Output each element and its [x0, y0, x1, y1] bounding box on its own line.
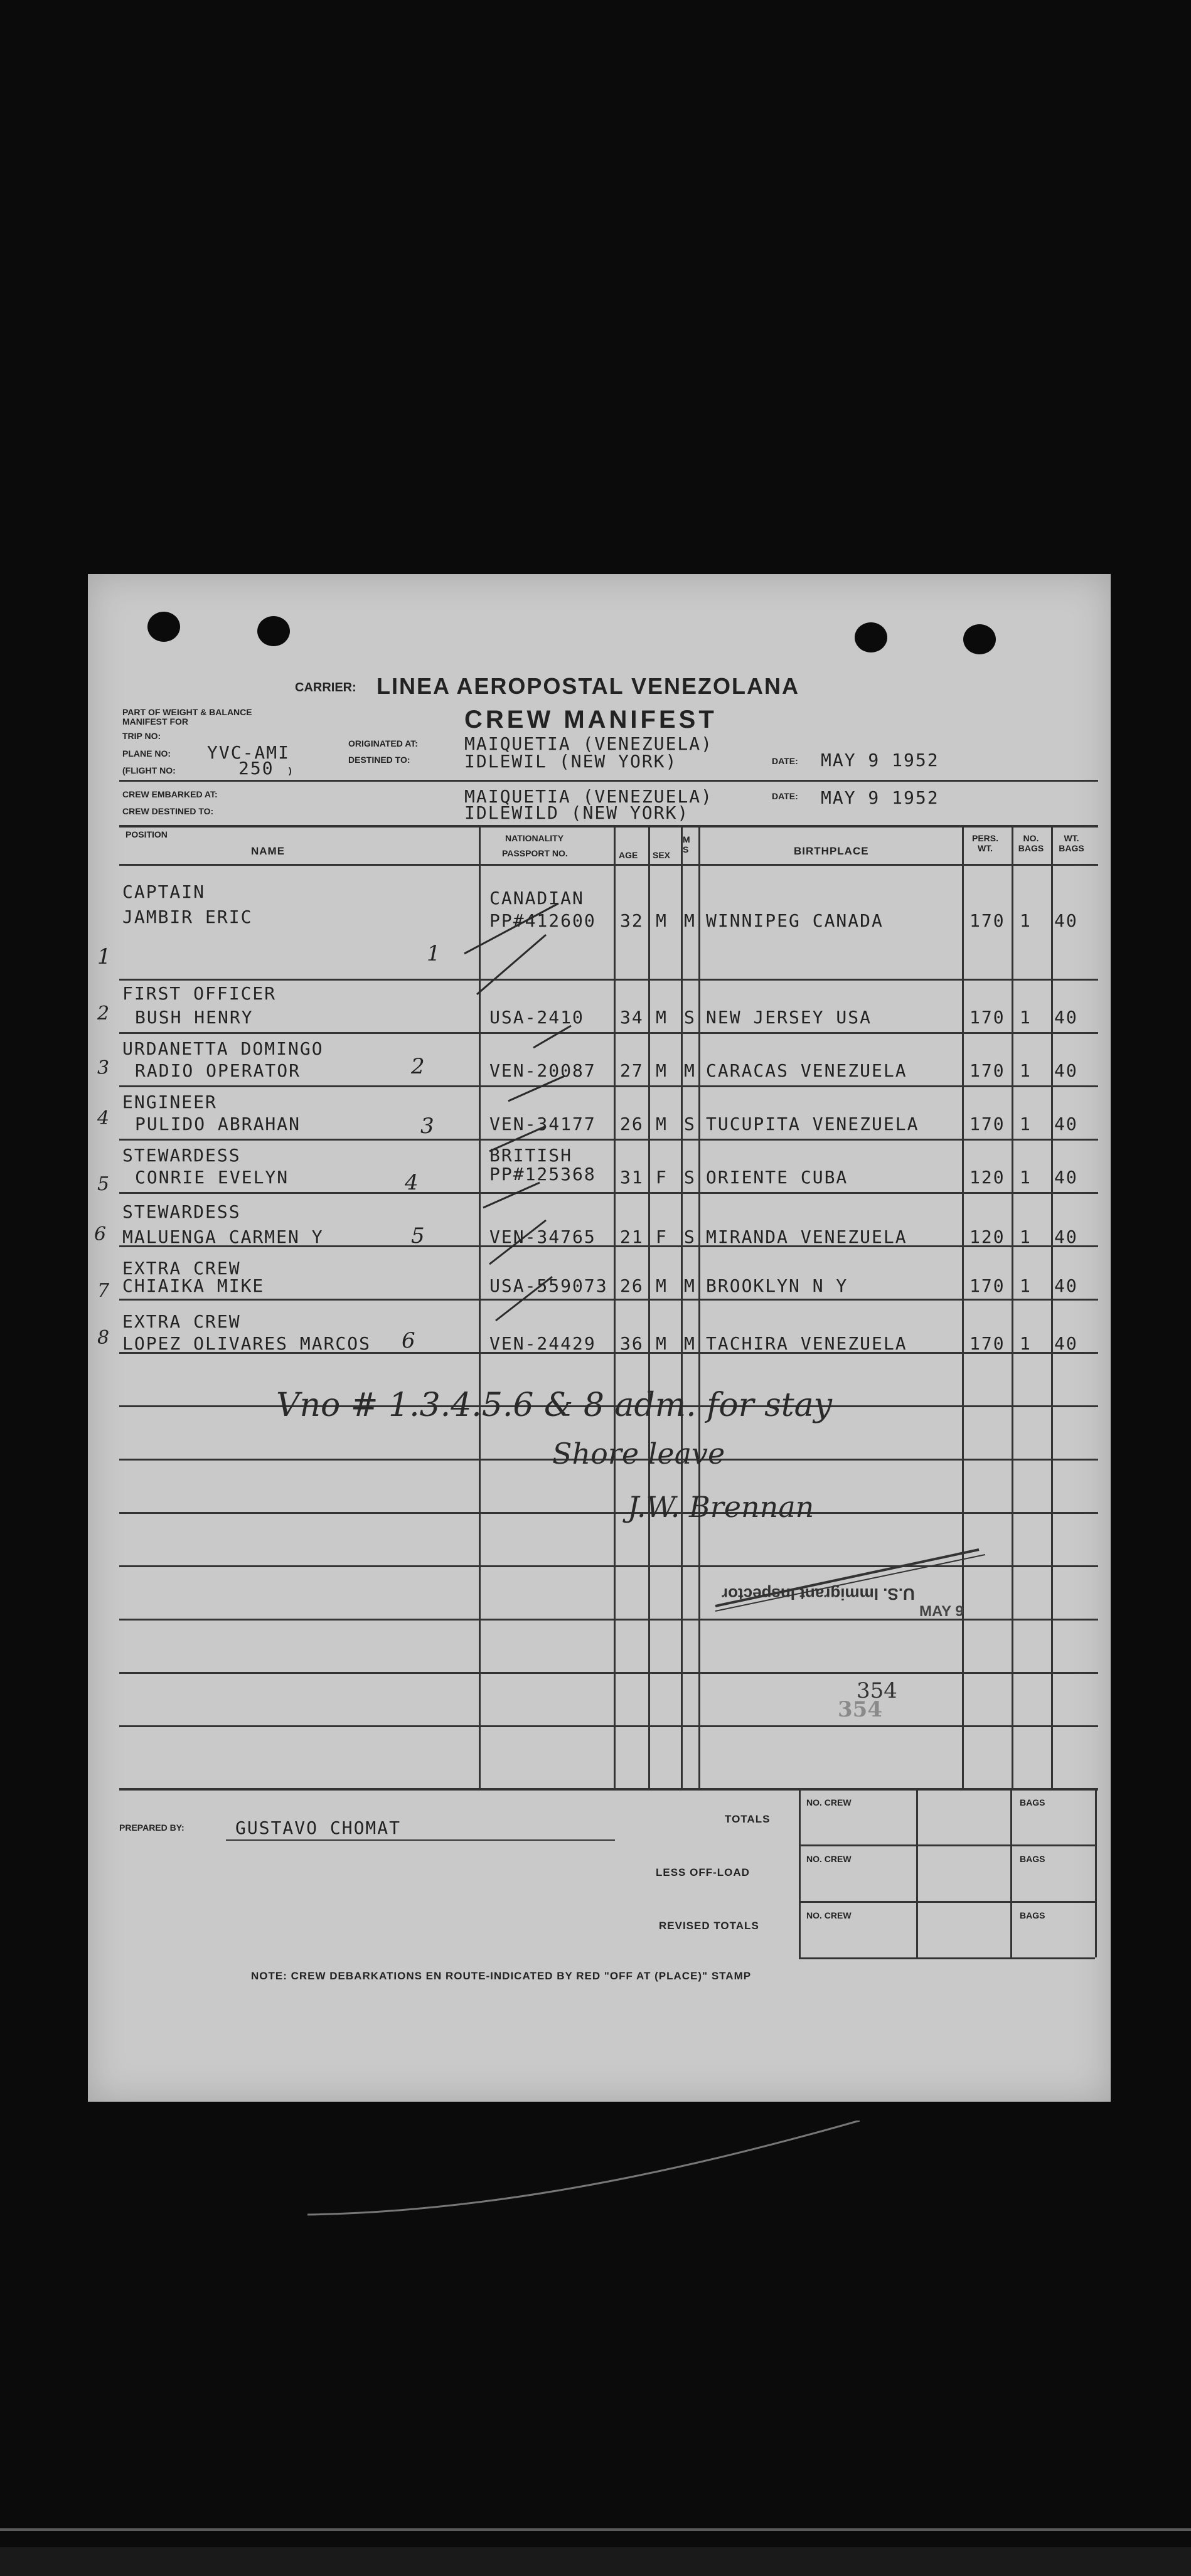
- crew-age: 27: [620, 1060, 644, 1081]
- date2-label: DATE:: [772, 791, 798, 801]
- crew-passport: VEN-20087: [489, 1060, 596, 1081]
- crew-age: 32: [620, 910, 644, 931]
- crew-manifest-document: [88, 574, 1111, 2102]
- stamp-date: MAY 9: [919, 1603, 964, 1620]
- crew-bag-weight: 40: [1054, 1275, 1078, 1296]
- crew-bags: 1: [1020, 910, 1032, 931]
- row-border: [119, 1672, 1098, 1674]
- crew-position: STEWARDESS: [122, 1145, 241, 1166]
- crew-position: ENGINEER: [122, 1092, 217, 1112]
- col-divider: [1051, 825, 1053, 1788]
- crew-tick-mark: 1: [427, 941, 441, 966]
- revised-bags-label: BAGS: [1020, 1910, 1045, 1920]
- crew-sex: M: [656, 1007, 668, 1028]
- crew-position: FIRST OFFICER: [122, 983, 277, 1004]
- totals-box-border: [1095, 1788, 1097, 1957]
- page-title: CREW MANIFEST: [464, 706, 717, 733]
- totals-box-divider: [916, 1788, 918, 1957]
- crew-passport: PP#412600: [489, 910, 596, 931]
- crew-position: EXTRA CREW: [122, 1258, 241, 1279]
- offload-bags-label: BAGS: [1020, 1854, 1045, 1864]
- col-position: POSITION: [126, 829, 168, 839]
- crew-weight: 120: [969, 1167, 1005, 1188]
- totals-bags-label: BAGS: [1020, 1797, 1045, 1807]
- table-top-border: [119, 825, 1098, 828]
- crew-passport: VEN-34765: [489, 1227, 596, 1247]
- table-bottom-border: [119, 1788, 1098, 1791]
- col-divider: [962, 825, 964, 1788]
- crew-name: JAMBIR ERIC: [122, 907, 253, 927]
- col-passport: PASSPORT NO.: [502, 848, 568, 858]
- film-margin: [0, 2547, 1191, 2576]
- crew-name: PULIDO ABRAHAN: [135, 1114, 301, 1134]
- crew-tick-mark: 4: [405, 1170, 419, 1195]
- crew-number-mark: 2: [97, 1003, 110, 1025]
- crew-name: LOPEZ OLIVARES MARCOS: [122, 1333, 371, 1354]
- crew-marital: S: [684, 1227, 696, 1247]
- date2-value: MAY 9 1952: [821, 787, 939, 808]
- crew-nationality: BRITISH: [489, 1145, 573, 1166]
- crew-weight: 170: [969, 1007, 1005, 1028]
- col-divider: [1012, 825, 1013, 1788]
- crew-tick-mark: 5: [411, 1223, 425, 1248]
- carrier-name: LINEA AEROPOSTAL VENEZOLANA: [377, 673, 800, 699]
- crew-number-mark: 1: [97, 944, 111, 969]
- crew-tick-mark: 2: [411, 1054, 425, 1079]
- crew-sex: M: [656, 910, 668, 931]
- crew-weight: 170: [969, 1275, 1005, 1296]
- crew-age: 34: [620, 1007, 644, 1028]
- crew-bag-weight: 40: [1054, 1007, 1078, 1028]
- trip-no-label: TRIP NO:: [122, 731, 161, 741]
- col-sex: SEX: [653, 850, 671, 860]
- crew-marital: S: [684, 1114, 696, 1134]
- file-number: 354: [857, 1678, 897, 1703]
- crew-position: STEWARDESS: [122, 1201, 241, 1222]
- handwritten-shore-leave: Shore leave: [552, 1437, 725, 1471]
- crew-debarkation-note: NOTE: CREW DEBARKATIONS EN ROUTE-INDICATED BY RED "OFF AT (PLACE)" STAMP: [251, 1970, 752, 1982]
- originated-label: ORIGINATED AT:: [348, 738, 418, 748]
- crew-marital: S: [684, 1007, 696, 1028]
- revised-crew-label: NO. CREW: [806, 1910, 852, 1920]
- embarked-label: CREW EMBARKED AT:: [122, 789, 218, 799]
- crew-bags: 1: [1020, 1114, 1032, 1134]
- crew-weight: 120: [969, 1227, 1005, 1247]
- crew-number-mark: 3: [97, 1057, 110, 1079]
- crew-name: MALUENGA CARMEN Y: [122, 1227, 324, 1247]
- date-value: MAY 9 1952: [821, 750, 939, 770]
- flight-paren: ): [289, 765, 292, 775]
- col-no-bags: NO. BAGS: [1018, 833, 1044, 853]
- stamp-border: [715, 1537, 991, 1612]
- crew-name: CHIAIKA MIKE: [122, 1275, 265, 1296]
- crew-bags: 1: [1020, 1275, 1032, 1296]
- immigration-stamp: U.S. Immigrant Inspector: [722, 1585, 915, 1604]
- crew-destined-label: CREW DESTINED TO:: [122, 806, 214, 816]
- col-age: AGE: [619, 850, 638, 860]
- crew-birthplace: ORIENTE CUBA: [706, 1167, 848, 1188]
- embarked-value: MAIQUETIA (VENEZUELA): [464, 786, 713, 807]
- crew-destined-value: IDLEWILD (NEW YORK): [464, 802, 690, 823]
- crew-nationality: CANADIAN: [489, 888, 584, 908]
- col-divider: [681, 825, 683, 1788]
- signature-line: [226, 1839, 615, 1841]
- crew-birthplace: TUCUPITA VENEZUELA: [706, 1114, 919, 1134]
- crew-tick-mark: 6: [402, 1328, 415, 1353]
- crew-marital: M: [684, 1275, 696, 1296]
- crew-position: CAPTAIN: [122, 881, 206, 902]
- plane-no-label: PLANE NO:: [122, 748, 171, 758]
- crew-bag-weight: 40: [1054, 1114, 1078, 1134]
- crew-position: URDANETTA DOMINGO: [122, 1038, 324, 1059]
- totals-label: TOTALS: [725, 1813, 771, 1825]
- crew-sex: F: [656, 1227, 668, 1247]
- crew-weight: 170: [969, 910, 1005, 931]
- col-name: NAME: [251, 845, 286, 857]
- less-offload-label: LESS OFF-LOAD: [656, 1866, 750, 1878]
- crew-sex: M: [656, 1060, 668, 1081]
- totals-box-row: [799, 1844, 1095, 1846]
- divider: [119, 780, 1098, 782]
- crew-marital: S: [684, 1167, 696, 1188]
- crew-bags: 1: [1020, 1007, 1032, 1028]
- crew-birthplace: BROOKLYN N Y: [706, 1275, 848, 1296]
- crew-name: CONRIE EVELYN: [135, 1167, 289, 1188]
- crew-marital: M: [684, 1060, 696, 1081]
- col-divider: [698, 825, 700, 1788]
- col-nationality: NATIONALITY: [505, 833, 564, 843]
- crew-birthplace: TACHIRA VENEZUELA: [706, 1333, 907, 1354]
- crew-birthplace: NEW JERSEY USA: [706, 1007, 872, 1028]
- file-number-stamp: 354: [838, 1697, 882, 1722]
- revised-totals-label: REVISED TOTALS: [659, 1920, 759, 1932]
- crew-birthplace: MIRANDA VENEZUELA: [706, 1227, 907, 1247]
- crew-bags: 1: [1020, 1227, 1032, 1247]
- crew-birthplace: WINNIPEG CANADA: [706, 910, 884, 931]
- flight-no: 250: [238, 758, 274, 779]
- offload-crew-label: NO. CREW: [806, 1854, 852, 1864]
- totals-box-divider: [1010, 1788, 1012, 1957]
- totals-box-row: [799, 1901, 1095, 1903]
- row-border: [119, 1725, 1098, 1727]
- crew-bag-weight: 40: [1054, 1333, 1078, 1354]
- crew-bag-weight: 40: [1054, 1227, 1078, 1247]
- crew-age: 36: [620, 1333, 644, 1354]
- handwritten-admission-note: Vno # 1.3.4.5.6 & 8 adm. for stay: [276, 1386, 833, 1424]
- crew-weight: 170: [969, 1060, 1005, 1081]
- totals-crew-label: NO. CREW: [806, 1797, 852, 1807]
- destined-value: IDLEWIL (NEW YORK): [464, 751, 678, 772]
- flight-no-label: (FLIGHT NO:: [122, 765, 176, 775]
- film-edge: [0, 2528, 1191, 2531]
- punch-hole: [855, 622, 887, 652]
- crew-bags: 1: [1020, 1167, 1032, 1188]
- crew-weight: 170: [969, 1114, 1005, 1134]
- crew-birthplace: CARACAS VENEZUELA: [706, 1060, 907, 1081]
- crew-age: 21: [620, 1227, 644, 1247]
- crew-tick-mark: 3: [420, 1114, 434, 1139]
- crew-age: 26: [620, 1114, 644, 1134]
- crew-sex: M: [656, 1275, 668, 1296]
- crew-sex: F: [656, 1167, 668, 1188]
- crew-passport: VEN-34177: [489, 1114, 596, 1134]
- crew-weight: 170: [969, 1333, 1005, 1354]
- col-wt-bags: WT. BAGS: [1059, 833, 1084, 853]
- weight-balance-label: PART OF WEIGHT & BALANCE MANIFEST FOR: [122, 707, 252, 726]
- crew-name: BUSH HENRY: [135, 1007, 254, 1028]
- handwritten-check-marks: [439, 869, 678, 1371]
- totals-box-bottom: [799, 1957, 1095, 1959]
- row-border: [119, 1512, 1098, 1514]
- crew-name: RADIO OPERATOR: [135, 1060, 301, 1081]
- crew-marital: M: [684, 910, 696, 931]
- crew-number-mark: 7: [97, 1280, 110, 1302]
- originated-value: MAIQUETIA (VENEZUELA): [464, 733, 713, 754]
- crew-bags: 1: [1020, 1333, 1032, 1354]
- crew-passport: USA-2410: [489, 1007, 584, 1028]
- prepared-by-label: PREPARED BY:: [119, 1823, 184, 1833]
- crew-bags: 1: [1020, 1060, 1032, 1081]
- date-label: DATE:: [772, 756, 798, 766]
- col-birthplace: BIRTHPLACE: [794, 845, 869, 857]
- plane-no: YVC-AMI: [207, 742, 291, 763]
- prepared-by: GUSTAVO CHOMAT: [235, 1818, 402, 1838]
- totals-box-border: [799, 1788, 801, 1957]
- destined-label: DESTINED TO:: [348, 755, 410, 765]
- col-pers-wt: PERS. WT.: [971, 833, 998, 853]
- inspector-signature: J.W. Brennan: [628, 1490, 814, 1524]
- punch-hole: [147, 612, 180, 642]
- crew-number-mark: 8: [97, 1327, 110, 1349]
- punch-hole: [963, 624, 996, 654]
- crew-number-mark: 4: [97, 1107, 110, 1129]
- punch-hole: [257, 616, 290, 646]
- crew-number-mark: 5: [97, 1173, 110, 1195]
- crew-passport: PP#125368: [489, 1164, 596, 1184]
- col-ms: M S: [683, 834, 690, 854]
- crew-sex: M: [656, 1333, 668, 1354]
- carrier-label: CARRIER:: [295, 681, 356, 695]
- crew-number-mark: 6: [94, 1223, 107, 1245]
- crew-sex: M: [656, 1114, 668, 1134]
- crew-bag-weight: 40: [1054, 1167, 1078, 1188]
- crew-passport: VEN-24429: [489, 1333, 596, 1354]
- film-scratch: [307, 2121, 872, 2221]
- crew-position: EXTRA CREW: [122, 1311, 241, 1332]
- crew-bag-weight: 40: [1054, 1060, 1078, 1081]
- crew-passport: USA-559073: [489, 1275, 608, 1296]
- crew-bag-weight: 40: [1054, 910, 1078, 931]
- crew-marital: M: [684, 1333, 696, 1354]
- crew-age: 26: [620, 1275, 644, 1296]
- crew-age: 31: [620, 1167, 644, 1188]
- table-header-border: [119, 864, 1098, 866]
